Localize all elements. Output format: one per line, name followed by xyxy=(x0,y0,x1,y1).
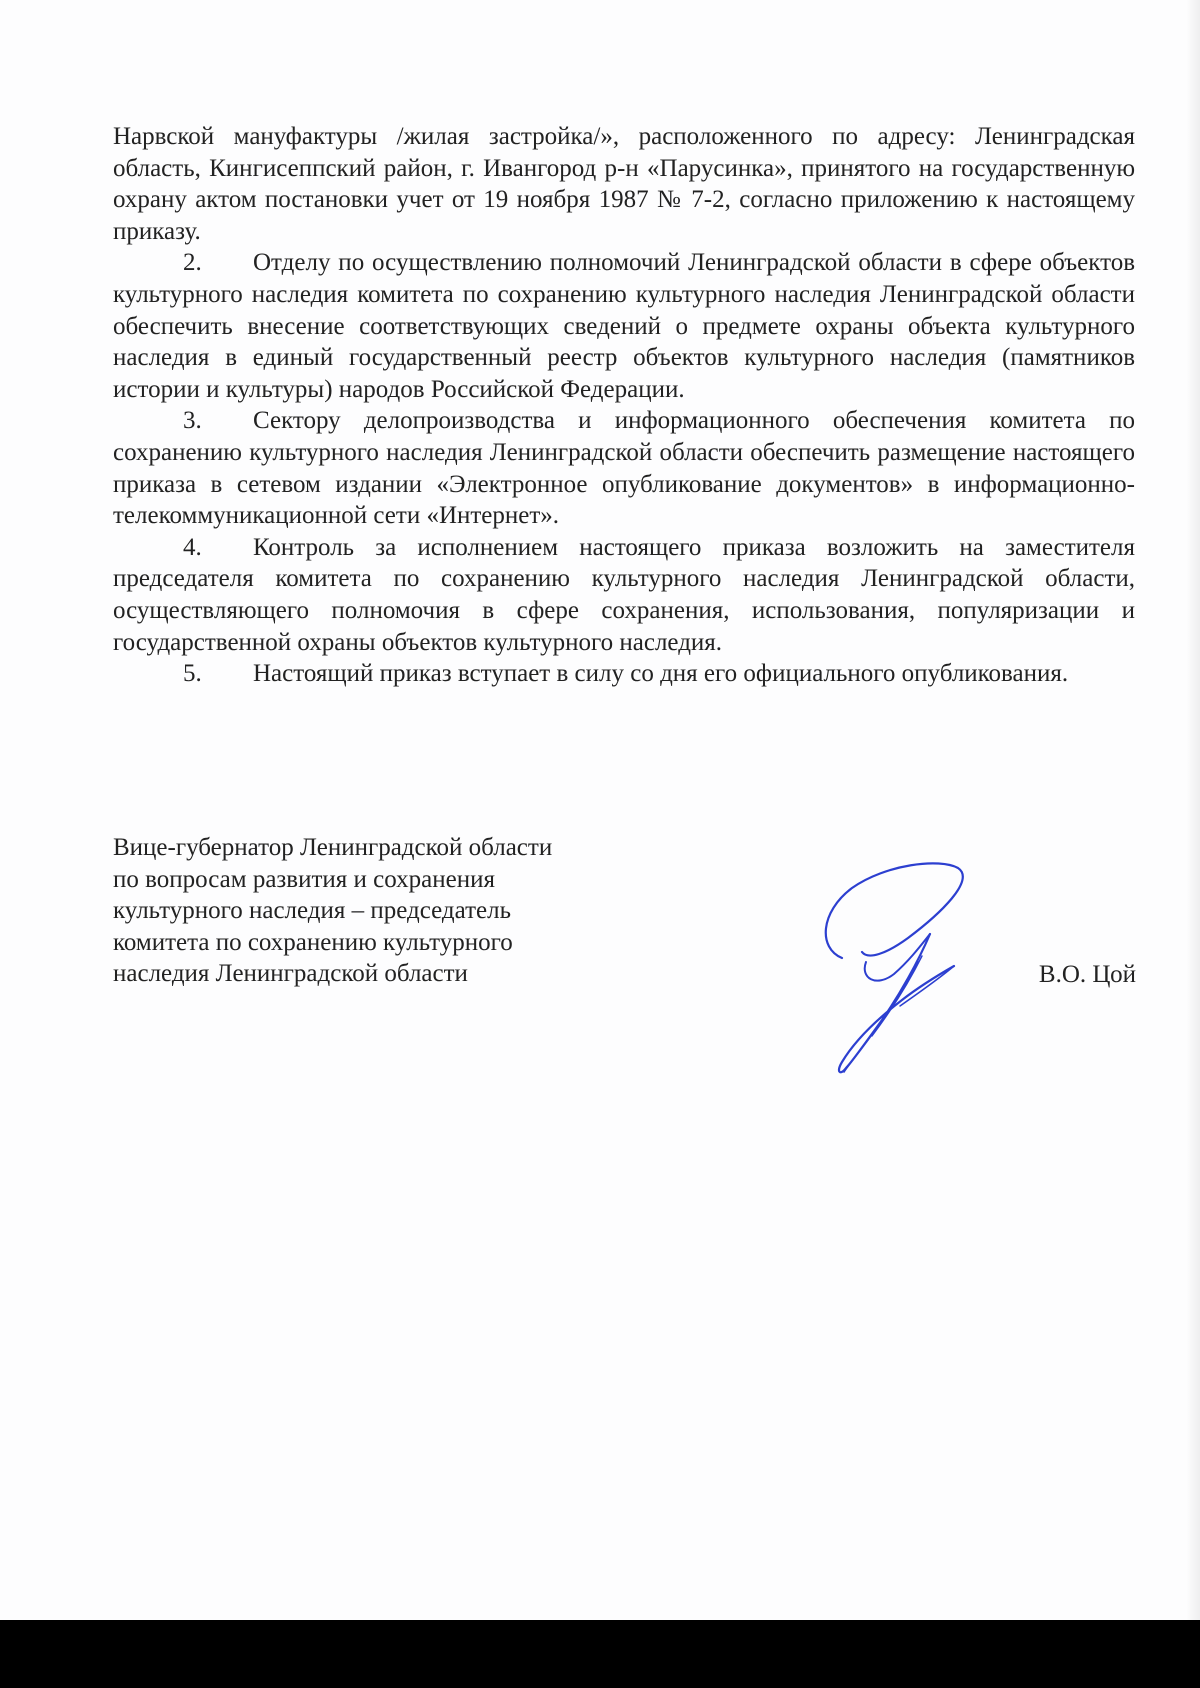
paragraph-number: 4. xyxy=(183,533,202,561)
paragraph-3 xyxy=(113,405,1135,531)
position-line: по вопросам развития и сохранения xyxy=(113,865,495,893)
position-line: наследия Ленинградской области xyxy=(113,960,468,988)
position-line: комитета по сохранению культурного xyxy=(113,928,513,956)
signer-position xyxy=(113,832,552,990)
paragraph-text: Нарвской мануфактуры /жилая застройка/», расположенного по адресу: Ленинградская область, Кингисеппский район, г. Ивангород р-н «Парусинка», принятого на государственную охрану актом постановки учет от 19 ноября 1987 № 7-2, согласно приложению к настоящему приказу. xyxy=(113,123,1135,245)
document-body xyxy=(113,121,1135,690)
paragraph-text: Настоящий приказ вступает в силу со дня его официального опубликования. xyxy=(253,660,1069,688)
position-line: Вице-губернатор Ленинградской области xyxy=(113,834,553,861)
scan-border xyxy=(0,1620,1200,1688)
paragraph-continuation xyxy=(113,121,1135,247)
paragraph-number: 2. xyxy=(183,249,202,277)
paragraph-5 xyxy=(113,658,1135,690)
paragraph-4 xyxy=(113,532,1135,658)
paragraph-number: 5. xyxy=(183,660,202,688)
paragraph-text: Контроль за исполнением настоящего приказа возложить на заместителя председателя комитета по сохранению культурного наследия Ленинградской области, осуществляющего полномочия в сфере сохранения, использования, популяризации и государственной охраны объектов культурного наследия. xyxy=(113,533,1135,656)
handwritten-signature xyxy=(790,850,1010,1090)
scan-edge xyxy=(1186,0,1200,1620)
signer-name: В.О. Цой xyxy=(1038,961,1136,988)
paragraph-text: Сектору делопроизводства и информационного обеспечения комитета по сохранению культурного наследия Ленинградской области обеспечить размещение настоящего приказа в сетевом издании «Электронное опубликование документов» в информационно-телекоммуникационной сети «Интернет». xyxy=(113,407,1135,530)
position-line: культурного наследия – председатель xyxy=(113,897,511,925)
paragraph-text: Отделу по осуществлению полномочий Ленинградской области в сфере объектов культурного наследия комитета по сохранению культурного наследия Ленинградской области обеспечить внесение соответствующих сведений о предмете охраны объекта культурного наследия в единый государственный реестр объектов культурного наследия (памятников истории и культуры) народов Российской Федерации. xyxy=(113,249,1135,403)
paragraph-number: 3. xyxy=(183,407,202,435)
paragraph-2 xyxy=(113,247,1135,405)
